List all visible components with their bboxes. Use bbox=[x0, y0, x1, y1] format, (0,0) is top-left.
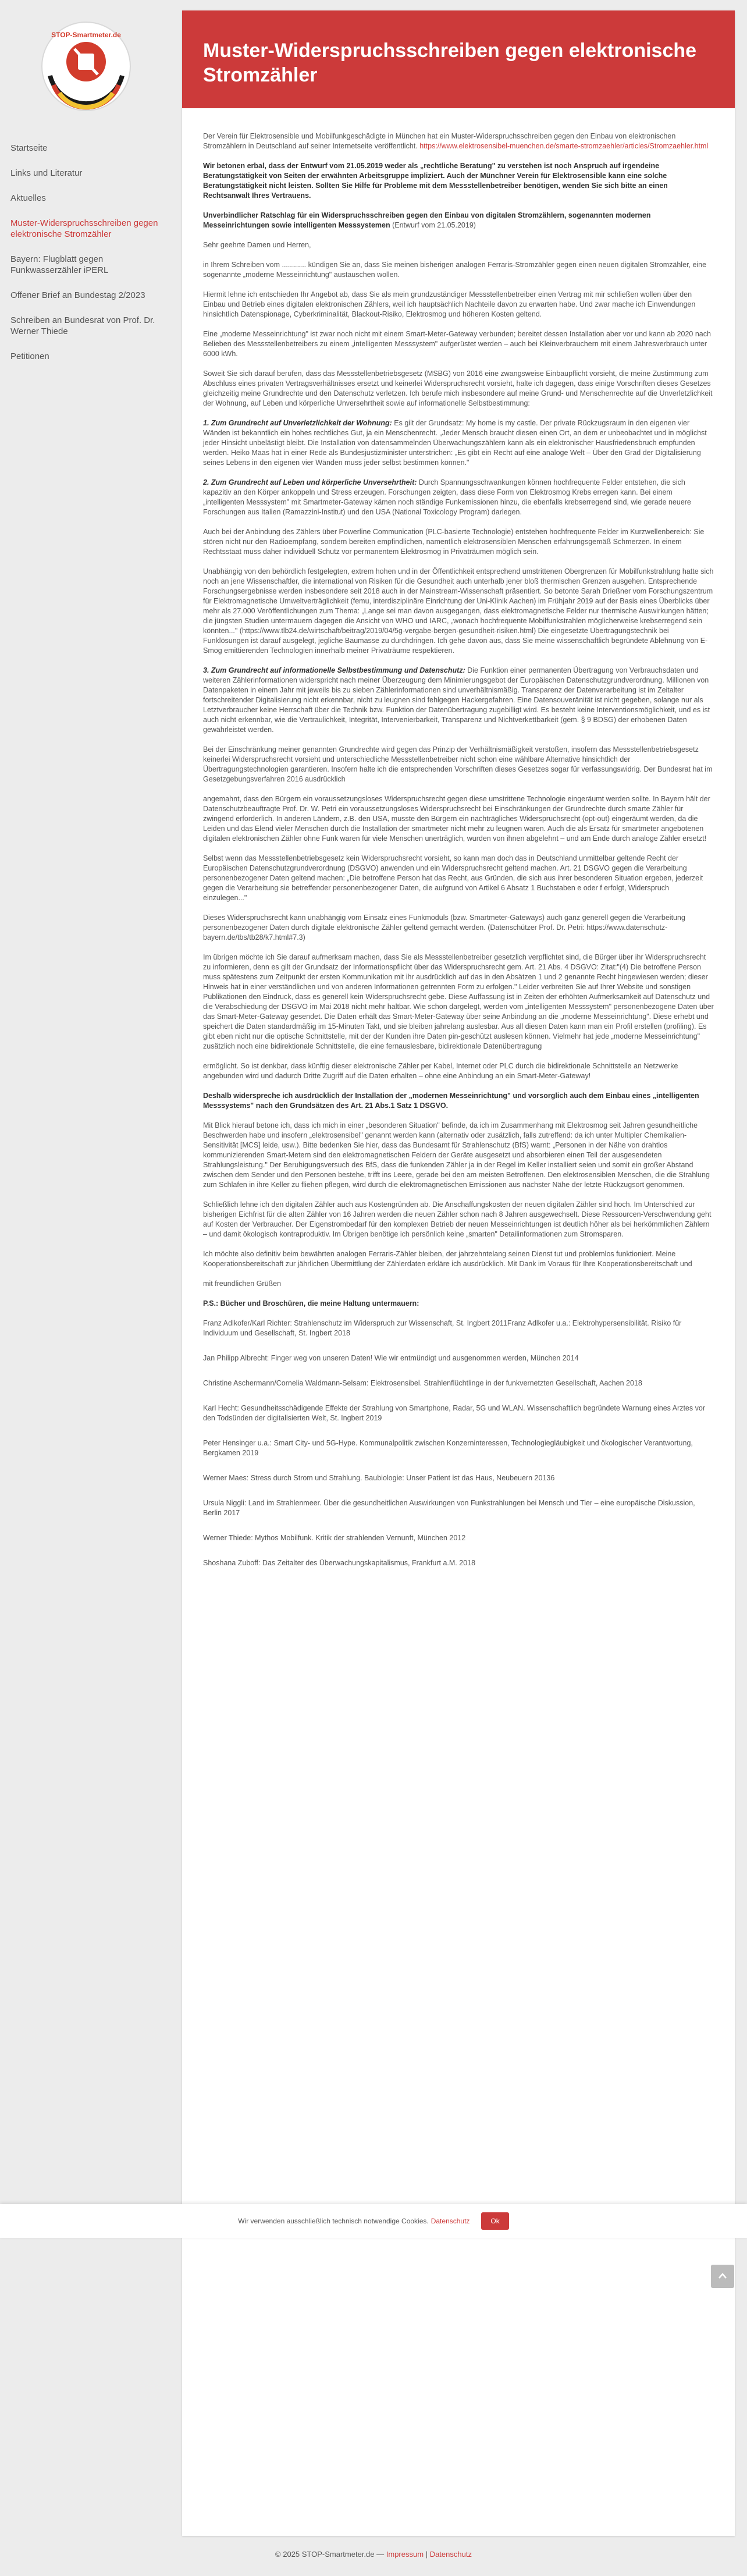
arrow-up-icon bbox=[717, 2271, 728, 2282]
footer-copyright: © 2025 STOP-Smartmeter.de bbox=[275, 2550, 375, 2559]
point-heading: 3. Zum Grundrecht auf informationelle Selbstbestimmung und Datenschutz: bbox=[203, 666, 465, 674]
nav-item-petitionen[interactable]: Petitionen bbox=[10, 351, 49, 361]
paragraph: Auch bei der Anbindung des Zählers über Powerline Communication (PLC-basierte Technologie) entstehen hochfrequente Felder im Kurzwellenbereich: Sie stören nicht nur den Radioempfang, sondern bereiten empfindlichen, namentlich elektrosensiblen Menschen erfahrungsgemäß Schmerzen. In einem Rechtsstaat muss daher individuell Schutz vor permanentem Elektrosmog in Privaträumen möglich sein. bbox=[203, 528, 705, 556]
point-text: Durch Spannungsschwankungen können hochfrequente Felder entstehen, die sich kapazitiv an den Körper ankoppeln und Stress erzeugen. Forschungen zeigten, dass diese Form von Elektrosmog Krebs erregen kann. Bei einem „intelligenten Messsystem" mit Smartmeter-Gateway kämen noch ständige Funkemissionen hinzu, die ebenfalls krebserregend sind, wie gerade neuere Forschungen aus Italien (Ramazzini-Institut) und den USA (National Toxicology Program) darlegen. bbox=[203, 478, 691, 516]
ps-heading: P.S.: Bücher und Broschüren, die meine Haltung untermauern: bbox=[203, 1299, 419, 1307]
disclaimer-text: Wir betonen erbal, dass der Entwurf vom 21.05.2019 weder als „rechtliche Beratung" zu verstehen ist noch Anspruch auf irgendeine Beratungstätigkeit von Seiten der erwähnten Arbeitsgruppe impliziert. Auch der Münchner Verein für Elektrosensible kann eine solche Beratungstätigkeit nicht leisten. Sollten Sie Hilfe für Probleme mit dem Messstellenbetreiber benötigen, wenden Sie sich bitte an einen Rechtsanwalt Ihres Vertrauens. bbox=[203, 162, 668, 200]
literature-list bbox=[203, 1319, 714, 1568]
literature-item: Ursula Niggli: Land im Strahlenmeer. Über die gesundheitlichen Auswirkungen von Funkstrahlungen bei Mensch und Tier – eine europäische Diskussion, Berlin 2017 bbox=[203, 1499, 695, 1517]
nav-item-schreiben-bundesrat[interactable]: Schreiben an Bundesrat von Prof. Dr. Werner Thiede bbox=[10, 315, 155, 336]
logo-emblem bbox=[40, 20, 133, 113]
literature-item: Werner Thiede: Mythos Mobilfunk. Kritik der strahlenden Vernunft, München 2012 bbox=[203, 1534, 466, 1542]
letter-subject-suffix: (Entwurf vom 21.05.2019) bbox=[392, 221, 476, 229]
page-title: Muster-Widerspruchsschreiben gegen elektronische Stromzähler bbox=[203, 40, 697, 86]
ps-heading-paragraph bbox=[203, 1299, 714, 1309]
paragraph: Selbst wenn das Messstellenbetriebsgesetz kein Widerspruchsrecht vorsieht, so kann man doch das in Deutschland unmittelbar geltende Recht der Europäischen Datenschutzgrundverordnung (DSGVO) anwenden und ein Widerspruchsrecht geltend machen. Art. 21 DSGVO gegen die Verarbeitung personenbezogener Daten geltend machen: „Die betroffene Person hat das Recht, aus Gründen, die sich aus ihrer besonderen Situation ergeben, jederzeit gegen die Verarbeitung sie betreffender personenbezogener Daten, die aufgrund von Artikel 6 Absatz 1 Buchstaben e oder f erfolgt, Widerspruch einzulegen..." bbox=[203, 854, 703, 902]
letter-subject bbox=[203, 211, 714, 230]
nav-item-aktuelles[interactable]: Aktuelles bbox=[10, 193, 46, 203]
sidebar bbox=[0, 0, 169, 2576]
point-text: Die Funktion einer permanenten Übertragung von Verbrauchsdaten und weiteren Zählerinformationen widerspricht nach meiner Überzeugung dem Minimierungsgebot der Europäischen Datenschutzgrundverordnung. Millionen von Datenpaketen in einem Jahr mit jeweils bis zu sieben Zählerinformationen sind unverhältnismäßig. Transparenz der Datenverarbeitung ist im Zeitalter fortschreitender Digitalisierung nicht erkennbar, nicht zu leugnen sind fehlgegen Hackergefahren. Eine Datensouveränität ist nicht gegeben, solange nur als Letztverbraucher keine Herrschaft über die Technik bzw. Funktion der Datenübertragung zugebilligt wird. Es besteht keine Interventionsmöglichkeit, und es ist auch nicht erkennbar, wie die Vertraulichkeit, Integrität, Intervenierbarkeit, Transparenz und Nichtverkettbarkeit (gem. § 9 BDSG) der erhobenen Daten gewährleistet werden. bbox=[203, 666, 710, 734]
nav-item-links-literatur[interactable]: Links und Literatur bbox=[10, 168, 83, 178]
paragraph: Schließlich lehne ich den digitalen Zähler auch aus Kostengründen ab. Die Anschaffungskosten der neuen digitalen Zähler sind hoch. Im Unterschied zur bisherigen Eichfrist für die alten Zähler von 16 Jahren werden die neuen Zähler schon nach 8 Jahren ausgewechselt. Diese Ressourcen-Verschwendung geht auf Kosten der Verbraucher. Der Eigenstrombedarf für den komplexen Betrieb der neuen Messeinrichtungen ist deutlich höher als bei herkömmlichen Zählern – und damit ökologisch kontraproduktiv. Im Übrigen benötige ich persönlich keine „smarten" Detailinformationen zum Stromsparen. bbox=[203, 1200, 712, 1238]
footer-separator: — bbox=[376, 2550, 385, 2559]
salutation: Sehr geehrte Damen und Herren, bbox=[203, 241, 311, 249]
paragraph: Bei der Einschränkung meiner genannten Grundrechte wird gegen das Prinzip der Verhältnismäßigkeit verstoßen, insofern das Messstellenbetriebsgesetz keinerlei Widerspruchsrecht vorsieht und unterschiedliche Messstellenbetreiber nicht schon eine wählbare Alternative hinsichtlich der Übertragungstechnologien garantieren. Insofern halte ich die entsprechenden Vorschriften dieses Gesetzes sogar für verfassungswidrig. Der Bundesrat hat im Gesetzgebungsverfahren 2016 ausdrücklich bbox=[203, 745, 713, 783]
paragraph: Hiermit lehne ich entschieden Ihr Angebot ab, dass Sie als mein grundzuständiger Messstellenbetreiber einen Vertrag mit mir schließen wollen über den Einbau und Betrieb eines digitalen elektronischen Zählers, weil ich hauptsächlich Nachteile davon zu erwarten habe. Und zwar mache ich Einwendungen hinsichtlich Datenspionage, Cyberkriminalität, Blackout-Risiko, Elektrosmog und höheren Kosten geltend. bbox=[203, 290, 696, 318]
intro-paragraph bbox=[203, 132, 714, 151]
site-logo[interactable] bbox=[40, 20, 133, 113]
literature-item: Jan Philipp Albrecht: Finger weg von unseren Daten! Wie wir entmündigt und ausgenommen werden, München 2014 bbox=[203, 1354, 579, 1362]
paragraph: Eine „moderne Messeinrichtung" ist zwar noch nicht mit einem Smart-Meter-Gateway verbunden; bereitet dessen Installation aber vor und kann ab 2020 nach Belieben des Messstellenbetreibers zu einem „intelligenten Messsystem" aufgerüstet werden – auch bei Kleinverbrauchern mit einem Jahresverbrauch unter 6000 kWh. bbox=[203, 330, 711, 358]
intro-text: Der Verein für Elektrosensible und Mobilfunkgeschädigte in München hat ein Muster-Widerspruchsschreiben gegen den Einbau von elektronischen Stromzählern in Deutschland auf seiner Internetseite veröffentlicht. bbox=[203, 132, 676, 150]
main-content bbox=[182, 10, 735, 2536]
logo-text: STOP-Smartmeter.de bbox=[51, 31, 121, 39]
article-body bbox=[182, 108, 735, 1568]
disclaimer bbox=[203, 161, 714, 201]
page-header bbox=[182, 10, 735, 108]
paragraph: Dieses Widerspruchsrecht kann unabhängig vom Einsatz eines Funkmoduls (bzw. Smartmeter-Gateways) auch ganz generell gegen die Verarbeitung personenbezogener Daten durch digitale elektronische Zähler geltend gemacht werden. (Datenschützer Prof. Dr. Petri: https://www.datenschutz-bayern.de/tbs/tb28/k7.html#7.3) bbox=[203, 914, 685, 941]
paragraph: angemahnt, dass den Bürgern ein voraussetzungsloses Widerspruchsrecht gegen diese umstrittene Technologie eingeräumt werden sollte. In Bayern hält der Datenschutzbeauftragte Prof. Dr. W. Petri ein voraussetzungsloses Widerspruchsrecht bei Einschränkungen der Grundrechte durch smarte Zähler für zwingend erforderlich. In anderen Ländern, z.B. den USA, musste den Bürgern ein nachträgliches Widerspruchsrecht (opt-out) eingeräumt werden, da die Leiden und das Elend vieler Menschen durch die Installation der smartmeter nicht mehr zu leugnen waren. Auch die als Ersatz für smartmeter angebotenen digitalen elektronischen Zähler ohne Funk waren für viele Menschen unerträglich, wurden von ihnen abgelehnt – und am Ende durch analoge Zähler ersetzt! bbox=[203, 795, 710, 843]
cookie-banner bbox=[0, 2204, 747, 2238]
point-text: Es gilt der Grundsatz: My home is my castle. Der private Rückzugsraum in den eigenen vier Wänden ist bekanntlich ein hohes rechtliches Gut, ja ein Menschenrecht. „Jeder Mensch braucht diesen einen Ort, an dem er unbeobachtet und in möglichst jeder Hinsicht unbelästigt bleibt. Die Installation von datensammelnden Überwachungszählern kann als ein elektronischer Hausfriedensbruch empfunden werden. Heiko Maas hat in einer Rede als Bundesjustizminister unterstrichen: „Es gibt ein Recht auf eine analoge Welt – Über den Grad der Digitalisierung seines Lebens in den eigenen vier Wänden muss jeder selbst bestimmen können." bbox=[203, 419, 707, 467]
decision-text: Deshalb widerspreche ich ausdrücklich der Installation der „modernen Messeinrichtung" und vorsorglich auch dem Einbau eines „intelligenten Messsystems" nach den Grundsätzen des Art. 21 Abs.1 Satz 1 DSGVO. bbox=[203, 1092, 699, 1110]
literature-item: Shoshana Zuboff: Das Zeitalter des Überwachungskapitalismus, Frankfurt a.M. 2018 bbox=[203, 1559, 476, 1567]
footer-separator: | bbox=[425, 2550, 428, 2559]
site-footer bbox=[0, 2550, 747, 2559]
closing: mit freundlichen Grüßen bbox=[203, 1280, 282, 1288]
decision-paragraph bbox=[203, 1091, 714, 1111]
literature-item: Christine Aschermann/Cornelia Waldmann-Selsam: Elektrosensibel. Strahlenflüchtlinge in der funkvernetzten Gesellschaft, Aachen 2018 bbox=[203, 1379, 642, 1387]
cookie-ok-button[interactable]: Ok bbox=[481, 2212, 508, 2230]
nav-item-muster-widerspruch[interactable]: Muster-Widerspruchsschreiben gegen elektronische Stromzähler bbox=[10, 218, 158, 239]
literature-item: Werner Maes: Stress durch Strom und Strahlung. Baubiologie: Unser Patient ist das Haus, Neubeuern 20136 bbox=[203, 1474, 555, 1482]
literature-item: Karl Hecht: Gesundheitsschädigende Effekte der Strahlung von Smartphone, Radar, 5G und WLAN. Wissenschaftlich begründete Warnung eines Arztes vor den Todsünden der digitalisierten Welt, St. Ingbert 2019 bbox=[203, 1404, 705, 1422]
paragraph: Unabhängig von den behördlich festgelegten, extrem hohen und in der Öffentlichkeit entsprechend umstrittenen Obergrenzen für Mobilfunkstrahlung hatte sich noch an jene Wissenschaftler, die international von Risiken für die Gesundheit auch unterhalb jener bloß thermischen Grenzen ausgehen. Entsprechende Forschungsergebnisse werden insbesondere seit 2018 auch in der Mainstream-Wissenschaft präsentiert. So betonte Sarah Drießner vom Forschungszentrum für Elektromagnetische Umweltverträglichkeit (femu, interdisziplinäre Einrichtung der Uni-Klinik Aachen) im Frühjahr 2019 auf der Basis eines Überblicks über mehr als 27.000 Veröffentlichungen zum Thema: „Lange sei man davon ausgegangen, dass elektromagnetische Felder nur thermische Auswirkungen hätten; die jüngsten Studien untermauern dagegen die Ansicht von WHO und IARC, „wonach hochfrequente Mobilfunkstrahlen möglicherweise krebserregend sein könnten..." (https://www.tlb24.de/wirtschaft/beitrag/2019/04/5g-vergabe-bergen-gesundheit-risiken.html) Die eingesetzte Übertragungstechnik bei Funklösungen ist darauf ausgelegt, jegliche Baumasse zu durchdringen. Ich gehe davon aus, dass Sie meine wissenschaftlich begründete Ablehnung von E-Smog emittierenden Technologien innerhalb meiner Privaträume respektieren. bbox=[203, 567, 714, 655]
paragraph: Soweit Sie sich darauf berufen, dass das Messstellenbetriebsgesetz (MSBG) von 2016 eine zwangsweise Einbaupflicht vorsieht, die meine Zustimmung zum Abschluss eines privaten Vertragsverhältnisses ersetzt und keinerlei Widerspruchsrecht vorsieht, halte ich dagegen, dass einige Vorschriften dieses Gesetzes gleichzeitig meine Grundrechte und den Datenschutz verletzen. Ich berufe mich insbesondere auf meine Grund- und Menschenrechte auf die Unverletzlichkeit der Wohnung, auf Leben und körperliche Unversehrtheit sowie auf informationelle Selbstbestimmung: bbox=[203, 369, 713, 407]
point-heading: 2. Zum Grundrecht auf Leben und körperliche Unversehrtheit: bbox=[203, 478, 417, 486]
paragraph: Ich möchte also definitiv beim bewährten analogen Ferraris-Zähler bleiben, der jahrzehntelang seinen Dienst tut und problemlos funktioniert. Meine Kooperationsbereitschaft zur jährlichen Übermittlung der Zählerdaten erkläre ich ausdrücklich. Mit Dank im Voraus für Ihre Kooperationsbereitschaft und bbox=[203, 1250, 692, 1268]
cookie-text: Wir verwenden ausschließlich technisch notwendige Cookies. bbox=[238, 2217, 429, 2225]
point-paragraph bbox=[203, 478, 714, 517]
main-nav bbox=[10, 143, 163, 376]
nav-item-offener-brief[interactable]: Offener Brief an Bundestag 2/2023 bbox=[10, 290, 145, 300]
paragraph: ermöglicht. So ist denkbar, dass künftig dieser elektronische Zähler per Kabel, Internet oder PLC durch die bidirektionale Schnittstelle an Netzwerke angebunden wird und dadurch Dritte Zugriff auf die Daten erhalten – ohne eine Anbindung an ein Smart-Meter-Gateway! bbox=[203, 1062, 678, 1080]
footer-datenschutz-link[interactable]: Datenschutz bbox=[429, 2550, 472, 2559]
point-paragraph bbox=[203, 666, 714, 735]
literature-item: Peter Hensinger u.a.: Smart City- und 5G-Hype. Kommunalpolitik zwischen Konzerninteressen, Technologiegläubigkeit und ökologischer Verantwortung, Bergkamen 2019 bbox=[203, 1439, 693, 1457]
source-link[interactable]: https://www.elektrosensibel-muenchen.de/smarte-stromzaehler/articles/Stromzaehler.html bbox=[419, 142, 709, 150]
point-heading: 1. Zum Grundrecht auf Unverletzlichkeit der Wohnung: bbox=[203, 419, 392, 427]
paragraph: Im übrigen möchte ich Sie darauf aufmerksam machen, dass Sie als Messstellenbetreiber gesetzlich verpflichtet sind, die Bürger über ihr Widerspruchsrecht zu informieren, denn es gilt der Grundsatz der Informationspflicht über das Widerspruchsrecht gem. Art. 21 Abs. 4 DSGVO: Zitat:"(4) Die betroffene Person muss spätestens zum Zeitpunkt der ersten Kommunikation mit ihr ausdrücklich auf das in den Absätzen 1 und 2 genannte Recht hingewiesen werden; dieser Hinweis hat in einer verständlichen und von anderen Informationen getrennten Form zu erfolgen." Leider verbreiten Sie auf Ihrer Website und sonstigen Publikationen den Eindruck, dass es generell kein Widerspruchsrecht gebe. Diese Auffassung ist in Zeiten der erhöhten Aufmerksamkeit auf Datenschutz und die Verabschiedung der DSGVO im Mai 2018 nicht mehr haltbar. Wie schon dargelegt, werden vom „intelligenten Messsystem" personenbezogene Daten über das Smart-Meter-Gateway gesendet. Die Daten erhält das Smart-Meter-Gateway über seine Anbindung an die „moderne Messeinrichtung". Diese erhebt und speichert die Daten standardmäßig im 15-Minuten Takt, und sie bleiben jahrelang auslesbar. Aus all diesen Daten kann man ein Profil erstellen (profiling). Es gibt eben nicht nur die optische Schnittstelle, mit der der Kunden ihre Daten pin-geschützt auslesen können. Vielmehr hat jede „moderne Messeinrichtung" zusätzlich noch eine bidirektionale Schnittstelle, die eine fernauslesbare, bidirektionale Datenübertragung bbox=[203, 953, 714, 1050]
back-to-top-button[interactable] bbox=[711, 2265, 734, 2288]
point-paragraph bbox=[203, 418, 714, 468]
paragraph: Mit Blick hierauf betone ich, dass ich mich in einer „besonderen Situation" befinde, da ich im Zusammenhang mit Elektrosmog seit Jahren gesundheitliche Beschwerden habe und insofern „elektrosensibel" genannt werden kann (alternativ oder zusätzlich, falls zutreffend: da ich unter Multipler Chemikalien-Sensitivität [MCS] leide, usw.). Bitte bedenken Sie hier, dass das Bundesamt für Strahlenschutz (BfS) warnt: „Personen in der Nähe von drahtlos kommunizierenden Smart-Metern sind den elektromagnetischen Feldern der Geräte ausgesetzt und absorbieren einen Teil der ausgesendeten Strahlungsleistung." Der Beruhigungsversuch des BfS, dass die funkenden Zähler ja in der Regel im Keller installiert seien und somit ein großer Abstand zwischen dem Sender und den Personen bestehe, trifft ins Leere, gerade bei den am meisten Betroffenen. Den elektrosensiblen Menschen, die die Strahlung zum Schlafen in ihre Keller zu fliehen pflegen, wird durch die elektromagnetischen Emissionen aus nächster Nähe der letzte Rückzugsort genommen. bbox=[203, 1121, 710, 1189]
nav-item-startseite[interactable]: Startseite bbox=[10, 143, 48, 153]
literature-item: Franz Adlkofer/Karl Richter: Strahlenschutz im Widerspruch zur Wissenschaft, St. Ingbert 2011Franz Adlkofer u.a.: Elektrohypersensibilität. Risiko für Individuum und Gesellschaft, St. Ingbert 2018 bbox=[203, 1319, 682, 1337]
letter-subject-bold: Unverbindlicher Ratschlag für ein Widerspruchsschreiben gegen den Einbau von digitalen Stromzählern, sogenannten modernen Messeinrichtungen sowie intelligenten Messsystemen bbox=[203, 211, 651, 229]
footer-impressum-link[interactable]: Impressum bbox=[386, 2550, 424, 2559]
paragraph: in Ihrem Schreiben vom ............ kündigen Sie an, dass Sie meinen bisherigen analogen Ferraris-Stromzähler gegen einen neuen digitalen Stromzähler, eine sogenannte „moderne Messeinrichtung" austauschen wollen. bbox=[203, 261, 707, 279]
cookie-privacy-link[interactable]: Datenschutz bbox=[431, 2217, 470, 2225]
nav-item-bayern-flugblatt[interactable]: Bayern: Flugblatt gegen Funkwasserzähler iPERL bbox=[10, 254, 109, 275]
